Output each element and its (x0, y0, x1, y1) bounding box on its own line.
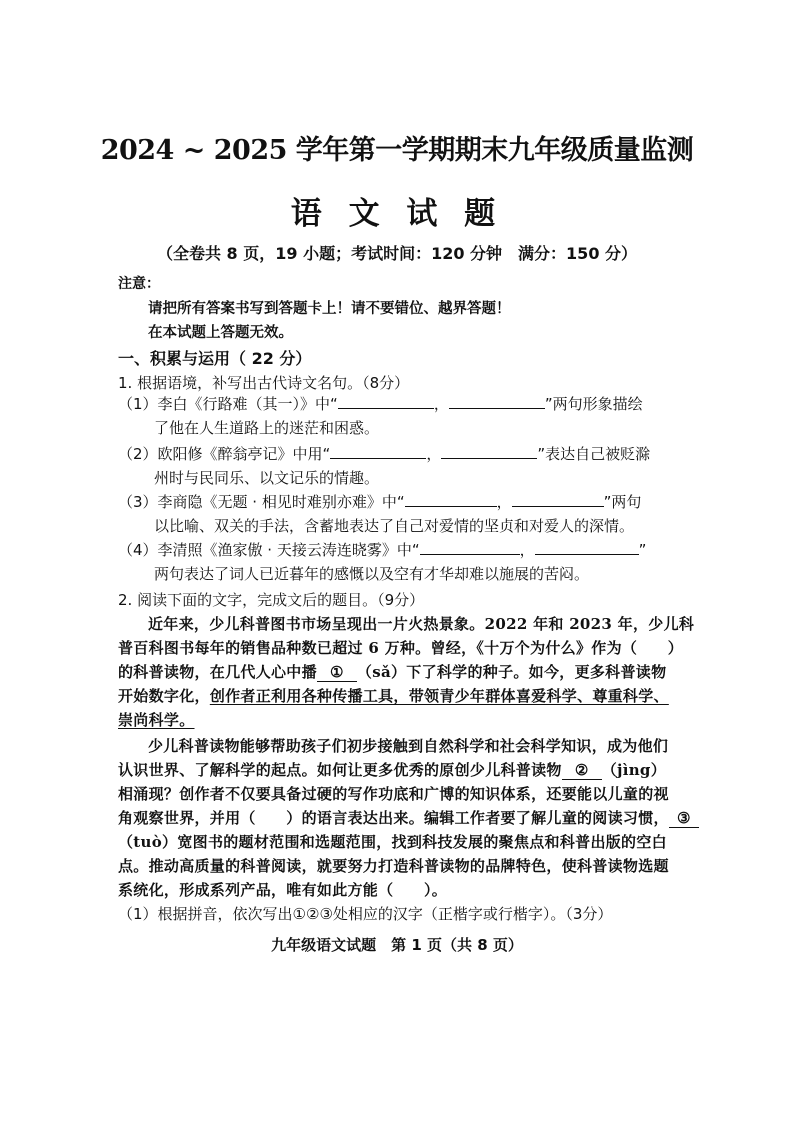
underlined-sentence-end: 崇尚科学。 (118, 711, 195, 729)
notice-line-2: 在本试题上答题无效。 (148, 325, 293, 341)
passage-p2-line-1: 少儿科普读物能够帮助孩子们初步接触到自然科学和社会科学知识，成为他们 (148, 737, 669, 755)
q1-item-2-cont: 州时与民同乐、以文记乐的情趣。 (154, 469, 380, 487)
answer-blank[interactable] (405, 491, 497, 507)
answer-blank[interactable] (441, 443, 537, 459)
q1-item-3-cont: 以比喻、双关的手法，含蓄地表达了自己对爱情的坚贞和对爱人的深情。 (154, 517, 635, 535)
answer-blank[interactable] (512, 491, 604, 507)
answer-blank[interactable] (338, 393, 434, 409)
underlined-sentence: 创作者正利用各种传播工具，带领青少年群体喜爱科学、尊重科学、 (209, 687, 669, 705)
passage-p2-line-7: 系统化，形成系列产品，唯有如此方能（ ）。 (118, 881, 448, 899)
blank-mark-3[interactable]: ③ (669, 809, 699, 828)
answer-blank[interactable] (449, 393, 545, 409)
passage-p1-line-5 (118, 709, 195, 730)
passage-p1-line-3: 的科普读物，在几代人心中播 ① （sǎ）下了科学的种子。如今，更多科普读物 (118, 663, 667, 681)
passage-p2-line-2: 认识世界、了解科学的起点。如何让更多优秀的原创少儿科普读物 ② （jìng） (118, 761, 667, 779)
answer-blank[interactable] (420, 539, 520, 555)
notice-line-1: 请把所有答案书写到答题卡上！请不要错位、越界答题！ (148, 301, 511, 317)
passage-p2-line-5: （tuò）宽图书的题材范围和选题范围，找到科技发展的聚焦点和科普出版的空白 (118, 833, 667, 851)
q1-item-1: （1）李白《行路难（其一）》中“ ， ”两句形象描绘 (118, 395, 643, 413)
q1-item-2: （2）欧阳修《醉翁亭记》中用“ ， ”表达自己被贬滁 (118, 445, 651, 463)
q1-item-4-cont: 两句表达了词人已近暮年的感慨以及空有才华却难以施展的苦闷。 (154, 565, 590, 583)
exam-subtitle: 语 文 试 题 (290, 196, 504, 232)
passage-p2-line-6: 点。推动高质量的科普阅读，就要努力打造科普读物的品牌特色，使科普读物选题 (118, 857, 669, 875)
answer-blank[interactable] (535, 539, 639, 555)
q1-item-1-cont: 了他在人生道路上的迷茫和困惑。 (154, 419, 380, 437)
q2-sub-question-1: （1）根据拼音，依次写出①②③处相应的汉字（正楷字或行楷字）。（3分） (118, 905, 613, 923)
passage-p1-line-2: 普百科图书每年的销售品种数已超过 6 万种。曾经，《十万个为什么》作为（ ） (118, 639, 684, 657)
q1-item-3: （3）李商隐《无题 · 相见时难别亦难》中“ ， ”两句 (118, 493, 642, 511)
page-footer: 九年级语文试题 第 1 页（共 8 页） (271, 936, 523, 954)
notice-label: 注意： (118, 276, 160, 292)
exam-title: 2024 ~ 2025 学年第一学期期末九年级质量监测 (100, 135, 694, 166)
section-1-heading: 一、积累与运用（ 22 分） (118, 349, 312, 368)
passage-p2-line-4: 角观察世界，并用（ ）的语言表达出来。编辑工作者要了解儿童的阅读习惯， ③ (118, 807, 699, 828)
exam-info: （全卷共 8 页，19 小题；考试时间：120 分钟 满分：150 分） (156, 244, 638, 263)
q1-item-4: （4）李清照《渔家傲 · 天接云涛连晓雾》中“ ， ” (118, 541, 647, 559)
passage-p1-line-1: 近年来，少儿科普图书市场呈现出一片火热景象。2022 年和 2023 年，少儿科 (148, 615, 695, 633)
answer-blank[interactable] (330, 443, 426, 459)
passage-p2-line-3: 相涌现？创作者不仅要具备过硬的写作功底和广博的知识体系，还要能以儿童的视 (118, 785, 669, 803)
blank-mark-1[interactable]: ① (317, 663, 357, 682)
question-2-stem: 2. 阅读下面的文字，完成文后的题目。（9分） (118, 591, 425, 609)
blank-mark-2[interactable]: ② (562, 761, 602, 780)
passage-p1-line-4: 开始数字化，创作者正利用各种传播工具，带领青少年群体喜爱科学、尊重科学、 (118, 687, 669, 705)
question-1-stem: 1. 根据语境，补写出古代诗文名句。（8分） (118, 374, 410, 392)
